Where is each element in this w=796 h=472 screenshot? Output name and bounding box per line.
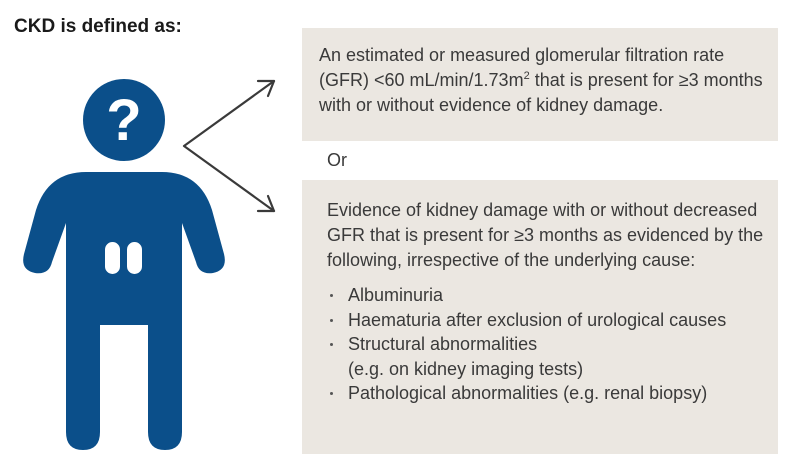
criterion-damage-intro: Evidence of kidney damage with or without decreased GFR that is present for ≥3 months as evidenced by the following, irrespective of the underlying cause: [327, 200, 764, 270]
criterion-gfr-text-end: that is present for ≥3 months with or without evidence of kidney damage. [319, 70, 763, 115]
list-item-note: (e.g. on kidney imaging tests) [348, 358, 584, 379]
figure-kidney-left [105, 242, 120, 274]
criterion-gfr-superscript: 2 [523, 70, 530, 82]
criterion-gfr-text: An estimated or measured glomerular filtration rate (GFR) <60 mL/min/1.73m [319, 45, 725, 90]
page-title: CKD is defined as: [14, 16, 182, 37]
criterion-damage-box [302, 180, 778, 454]
list-item-label: Structural abnormalities [348, 334, 538, 354]
list-item: Haematuria after exclusion of urological causes [327, 308, 764, 333]
figure-question-mark: ? [106, 88, 142, 153]
criterion-damage-list [327, 283, 764, 406]
list-item: Pathological abnormalities (e.g. renal biopsy) [327, 381, 764, 406]
figure-kidney-right [127, 242, 142, 274]
list-item [327, 332, 764, 381]
figure-body [23, 172, 225, 450]
criterion-gfr-box [302, 28, 778, 141]
person-question-icon [0, 0, 300, 472]
list-item: Albuminuria [327, 283, 764, 308]
or-separator: Or [327, 150, 347, 170]
